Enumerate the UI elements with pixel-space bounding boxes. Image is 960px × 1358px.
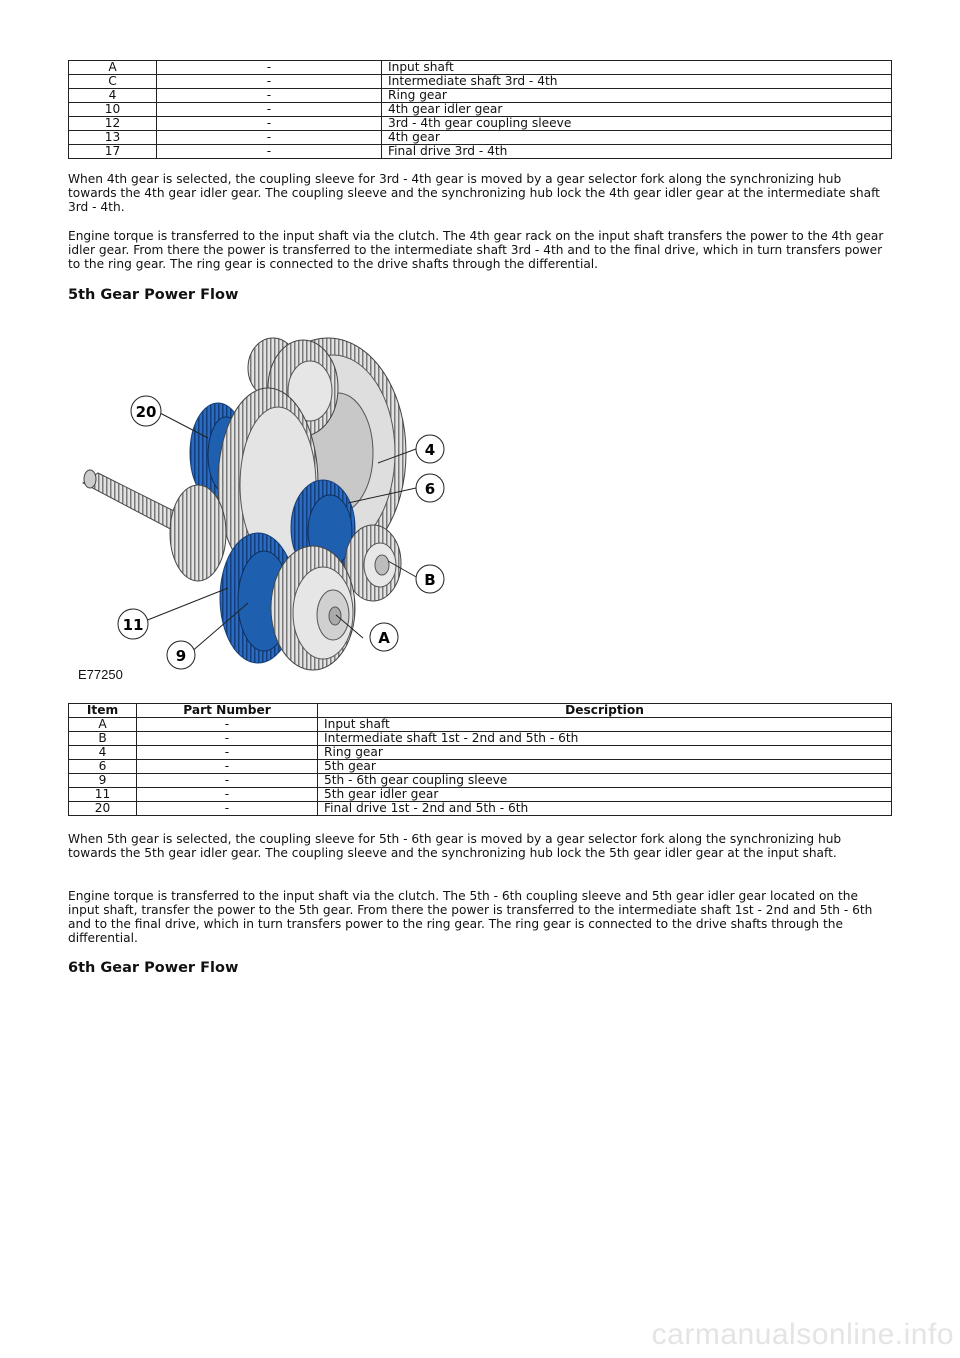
svg-text:9: 9: [175, 647, 187, 665]
table-row: A - Input shaft: [69, 718, 892, 732]
callout-B: [416, 565, 444, 593]
callout-6: [416, 474, 444, 502]
callout-11: [118, 609, 148, 639]
svg-text:A: A: [378, 629, 390, 647]
column-header-item: Item: [69, 704, 137, 718]
svg-text:B: B: [424, 571, 436, 589]
table-header: [69, 704, 892, 718]
table-row: 9 - 5th - 6th gear coupling sleeve: [69, 774, 892, 788]
paragraph-5th-gear-torque: Engine torque is transferred to the input shaft via the clutch. The 5th - 6th coupling sleeve and 5th gear idler gear located on the input shaft, transfer the power to the 5th gear. From there the power is transferred to the intermediate shaft 1st - 2nd and 5th - 6th and to the final drive, which in turn transfers power to the ring gear. The ring gear is connected to the drive shafts through the differential.: [68, 889, 873, 945]
front-gear-drawing: [271, 546, 355, 670]
paragraph-4th-gear-torque: Engine torque is transferred to the input shaft via the clutch. The 4th gear rack on the input shaft transfers the power to the 4th gear idler gear. From there the power is transferred to the intermediate shaft 3rd - 4th and to the final drive, which in turn transfers power to the ring gear. The ring gear is connected to the drive shafts through the differential.: [68, 229, 884, 271]
table-row: 6 - 5th gear: [69, 760, 892, 774]
table-row: A - Input shaft: [69, 61, 892, 75]
figure-code: E77250: [78, 667, 123, 682]
table-row: C - Intermediate shaft 3rd - 4th: [69, 75, 892, 89]
column-header-part-number: Part Number: [137, 704, 318, 718]
section-heading-6th-gear: 6th Gear Power Flow: [68, 960, 239, 976]
parts-table-4th-gear: [68, 60, 892, 159]
table-row: 4 - Ring gear: [69, 746, 892, 760]
watermark: carmanualsonline.info: [651, 1318, 954, 1351]
table-row: 13 - 4th gear: [69, 131, 892, 145]
callout-9: [167, 641, 195, 669]
svg-text:4: 4: [424, 441, 436, 459]
gear-assembly-figure: [78, 333, 448, 683]
table-row: B - Intermediate shaft 1st - 2nd and 5th - 6th: [69, 732, 892, 746]
parts-table-5th-gear: [68, 703, 892, 816]
table-row: 12 - 3rd - 4th gear coupling sleeve: [69, 117, 892, 131]
table-body: [69, 61, 892, 159]
table-row: 17 - Final drive 3rd - 4th: [69, 145, 892, 159]
table-body: [69, 718, 892, 816]
table-row: 20 - Final drive 1st - 2nd and 5th - 6th: [69, 802, 892, 816]
callout-20: [131, 396, 161, 426]
callout-A: [370, 623, 398, 651]
column-header-description: Description: [318, 704, 892, 718]
section-heading-5th-gear: 5th Gear Power Flow: [68, 287, 239, 303]
table-row: 11 - 5th gear idler gear: [69, 788, 892, 802]
gear-assembly-illustration: [78, 333, 448, 683]
paragraph-5th-gear-selection: When 5th gear is selected, the coupling sleeve for 5th - 6th gear is moved by a gear selector fork along the synchronizing hub towards the 5th gear idler gear. The coupling sleeve and the synchronizing hub lock the 5th gear idler gear at the input shaft.: [68, 832, 842, 860]
table-row: 10 - 4th gear idler gear: [69, 103, 892, 117]
table-row: 4 - Ring gear: [69, 89, 892, 103]
callout-4: [416, 435, 444, 463]
svg-text:11: 11: [122, 616, 144, 634]
svg-text:20: 20: [135, 403, 157, 421]
svg-text:6: 6: [424, 480, 436, 498]
paragraph-4th-gear-selection: When 4th gear is selected, the coupling sleeve for 3rd - 4th gear is moved by a gear selector fork along the synchronizing hub towards the 4th gear idler gear. The coupling sleeve and the synchronizing hub lock the 4th gear idler gear at the intermediate shaft 3rd - 4th.: [68, 172, 880, 214]
